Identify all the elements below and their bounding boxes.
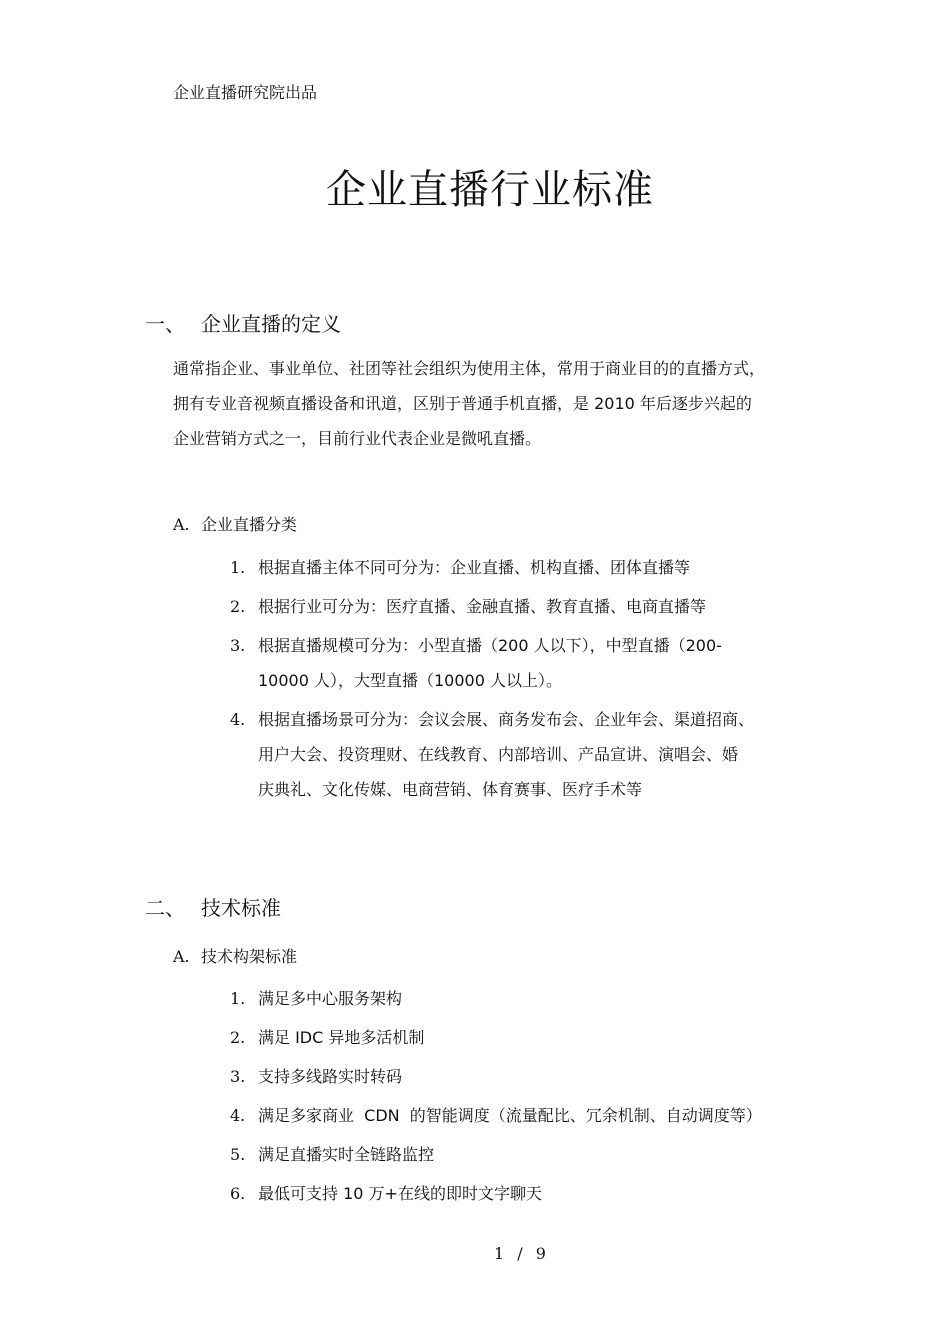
section-2-number: 二、 [145,896,185,920]
document-title: 企业直播行业标准 [326,167,654,213]
list-number: 6. [230,1184,246,1203]
list-text: 满足多家商业 CDN 的智能调度（流量配比、冗余机制、自动调度等） [258,1106,762,1125]
list-text: 满足 IDC 异地多活机制 [258,1028,425,1047]
list-text: 根据行业可分为：医疗直播、金融直播、教育直播、电商直播等 [258,597,707,616]
list-number: 1. [230,558,246,577]
list-item [230,1059,762,1094]
list-number: 3. [230,636,246,655]
paragraph-line: 通常指企业、事业单位、社团等社会组织为使用主体，常用于商业目的的直播方式， [173,359,766,378]
list-text: 庆典礼、文化传媒、电商营销、体育赛事、医疗手术等 [258,780,643,799]
section-2-sub-heading [173,944,297,967]
list-number: 3. [230,1067,246,1086]
list-number: 2. [230,1028,246,1047]
list-text: 根据直播主体不同可分为：企业直播、机构直播、团体直播等 [258,558,691,577]
tech-standards-list [230,981,762,1211]
section-1-heading [145,308,341,337]
list-item [230,628,754,698]
section-1-number: 一、 [145,312,185,336]
section-1-title: 企业直播的定义 [201,312,341,336]
paragraph-line: 拥有专业音视频直播设备和讯道，区别于普通手机直播，是 2010 年后逐步兴起的 [173,394,752,413]
list-number: 2. [230,597,246,616]
list-item [230,702,754,807]
list-number: 4. [230,710,246,729]
list-text: 最低可支持 10 万+在线的即时文字聊天 [258,1184,542,1203]
paragraph-line: 企业营销方式之一，目前行业代表企业是微吼直播。 [173,429,542,448]
list-number: 5. [230,1145,246,1164]
page-number [0,1244,950,1263]
list-item [230,1137,762,1172]
sub-title: 技术构架标准 [201,947,298,966]
section-2-title: 技术标准 [201,896,281,920]
list-text: 用户大会、投资理财、在线教育、内部培训、产品宣讲、演唱会、婚 [258,745,739,764]
classification-list [230,550,754,807]
sub-letter: A. [173,515,190,534]
list-text: 10000 人），大型直播（10000 人以上）。 [258,671,562,690]
sub-title: 企业直播分类 [201,515,298,534]
list-number: 1. [230,989,246,1008]
sub-letter: A. [173,947,190,966]
list-item [230,981,762,1016]
page-separator: / [517,1244,523,1263]
list-item [230,550,754,585]
list-text: 支持多线路实时转码 [258,1067,403,1086]
list-number: 4. [230,1106,246,1125]
list-text: 根据直播规模可分为：小型直播（200 人以下），中型直播（200- [258,636,722,655]
total-pages: 9 [535,1244,546,1263]
list-text: 根据直播场景可分为：会议会展、商务发布会、企业年会、渠道招商、 [258,710,755,729]
list-item [230,1176,762,1211]
list-item [230,1098,762,1133]
list-text: 满足多中心服务架构 [258,989,403,1008]
section-1-paragraph [173,351,883,456]
current-page: 1 [494,1244,505,1263]
list-text: 满足直播实时全链路监控 [258,1145,435,1164]
list-item [230,1020,762,1055]
list-item [230,589,754,624]
section-1-sub-heading [173,512,297,535]
header-note: 企业直播研究院出品 [173,83,318,102]
section-2-heading [145,892,281,921]
